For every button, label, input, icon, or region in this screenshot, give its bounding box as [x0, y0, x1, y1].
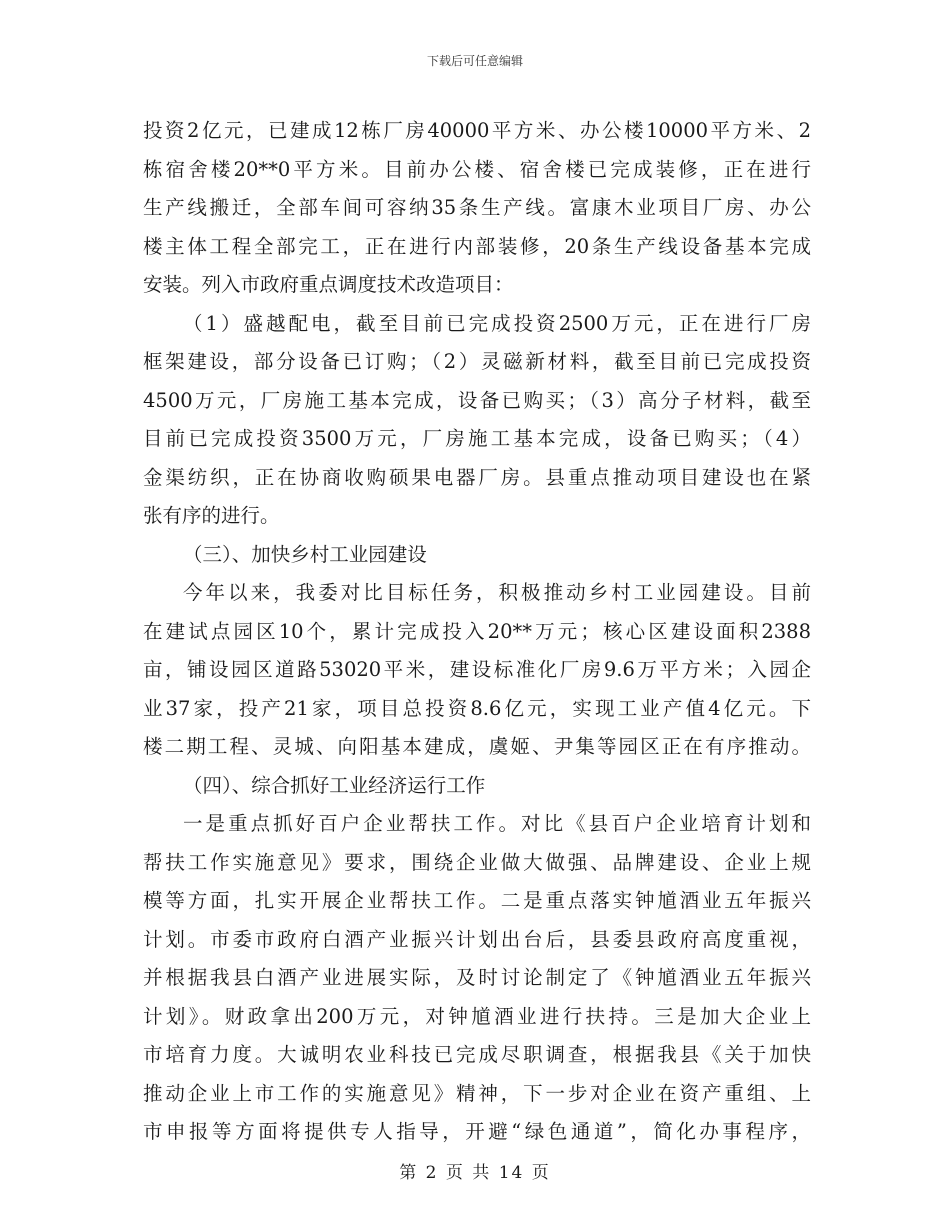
paragraph-line: 栋宿舍楼20**0平方米。目前办公楼、宿舍楼已完成装修，正在进行	[143, 157, 811, 181]
paragraph-line: 市申报等方面将提供专人指导，开避“绿色通道”，简化办事程序，	[143, 1120, 811, 1143]
paragraph-line: 市培育力度。大诚明农业科技已完成尽职调查，根据我县《关于加快	[143, 1043, 811, 1066]
paragraph-line: 计划。市委市政府白酒产业振兴计划出台后，县委县政府高度重视，	[143, 927, 811, 951]
paragraph-line: 一是重点抓好百户企业帮扶工作。对比《县百户企业培育计划和	[183, 812, 811, 835]
paragraph-line: 楼二期工程、灵城、向阳基本建成，虞姬、尹集等园区正在有序推动。	[143, 735, 811, 758]
paragraph-line: 今年以来，我委对比目标任务，积极推动乡村工业园建设。目前	[183, 581, 811, 604]
paragraph-line: 生产线搬迁，全部车间可容纳35条生产线。富康木业项目厂房、办公	[143, 196, 811, 219]
paragraph-line: 楼主体工程全部完工，正在进行内部装修，20条生产线设备基本完成	[143, 234, 811, 258]
paragraph-line: 帮扶工作实施意见》要求，围绕企业做大做强、品牌建设、企业上规	[143, 850, 811, 874]
paragraph-line: 投资2亿元，已建成12栋厂房40000平方米、办公楼10000平方米、2	[143, 119, 811, 142]
paragraph-line: 安装。列入市政府重点调度技术改造项目：	[143, 273, 514, 296]
paragraph-line: 目前已完成投资3500万元，厂房施工基本完成，设备已购买；（4）	[143, 427, 811, 450]
paragraph-line: （1）盛越配电，截至目前已完成投资2500万元，正在进行厂房	[183, 311, 811, 335]
paragraph-line: 并根据我县白酒产业进展实际，及时讨论制定了《钟馗酒业五年振兴	[143, 966, 811, 989]
paragraph-line: 金渠纺织，正在协商收购硕果电器厂房。县重点推动项目建设也在紧	[143, 465, 811, 489]
paragraph-line: 在建试点园区10个，累计完成投入20**万元；核心区建设面积2388	[143, 619, 811, 643]
paragraph-line: 业37家，投产21家，项目总投资8.6亿元，实现工业产值4亿元。下	[143, 696, 811, 720]
page-header: 下载后可任意编辑	[426, 54, 523, 68]
paragraph-line: 4500万元，厂房施工基本完成，设备已购买；（3）高分子材料，截至	[143, 388, 811, 412]
page-number: 第 2 页 共 14 页	[399, 1163, 551, 1183]
section-heading: （四）、综合抓好工业经济运行工作	[183, 773, 486, 797]
paragraph-line: 推动企业上市工作的实施意见》精神，下一步对企业在资产重组、上	[143, 1081, 811, 1105]
document-body	[143, 112, 811, 1152]
paragraph-line: 计划》。财政拿出200万元，对钟馗酒业进行扶持。三是加大企业上	[143, 1004, 811, 1028]
paragraph-line: 框架建设，部分设备已订购；（2）灵磁新材料，截至目前已完成投资	[143, 350, 811, 373]
paragraph-line: 张有序的进行。	[143, 504, 280, 527]
paragraph-line: 模等方面，扎实开展企业帮扶工作。二是重点落实钟馗酒业五年振兴	[143, 889, 811, 912]
paragraph-line: 亩，铺设园区道路53020平米，建设标准化厂房9.6万平方米；入园企	[143, 658, 811, 681]
section-heading: （三）、加快乡村工业园建设	[183, 542, 427, 566]
